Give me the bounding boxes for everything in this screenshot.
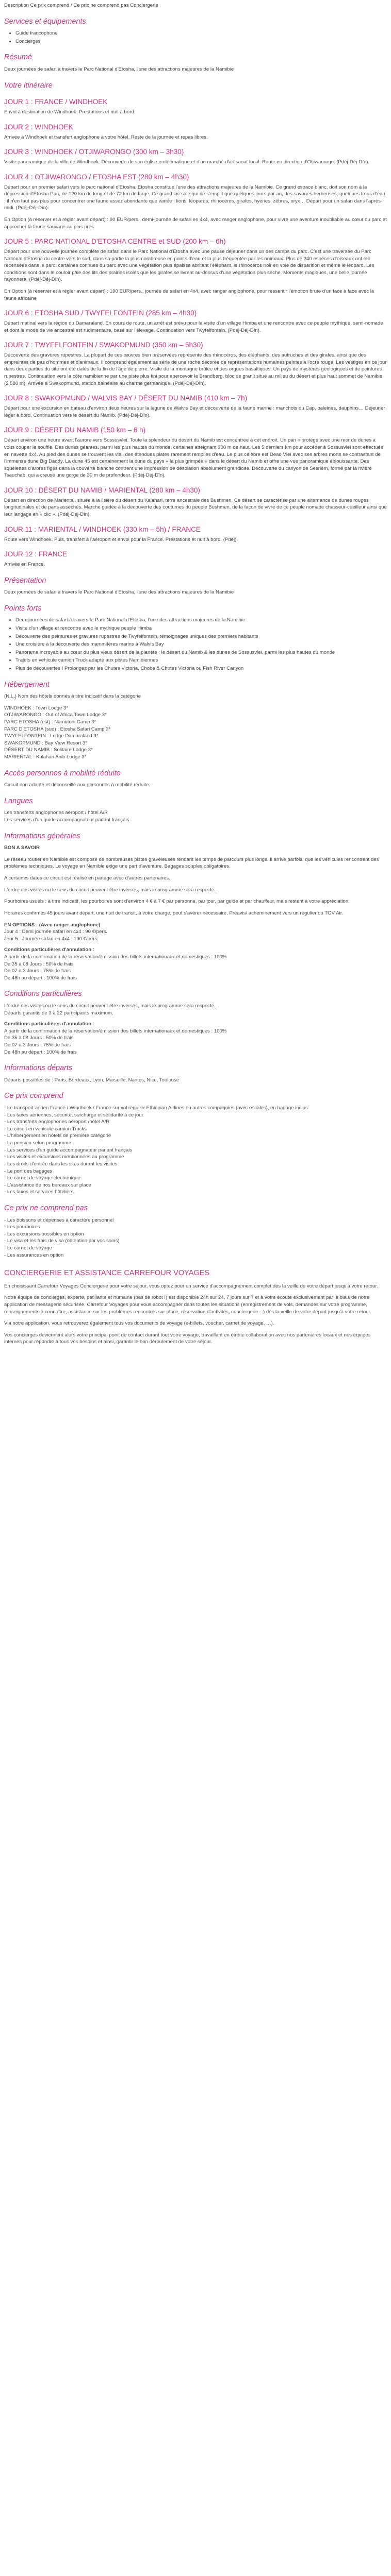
conditions-title: Conditions particulières — [4, 990, 82, 998]
hotel-line: OTJIWARONGO : Out of Africa Town Lodge 3* — [4, 712, 107, 718]
departs-text: Départs possibles de : Paris, Bordeaux, Lyon, Marseille, Nantes, Nice, Toulouse — [4, 1077, 180, 1083]
list-item: - Le port des bagages — [4, 1168, 53, 1174]
info-paragraph: L'ordre des visites ou le sens du circuit peuvent être inversés, mais le programme sera respecté. — [4, 887, 216, 893]
info-paragraph: Pourboires usuels : à titre indicatif, les pourboires sont d'environ 4 € à 7 € par personne, par jour, par guide et par chauffeur, mais restent à votre appréciation. — [4, 899, 350, 905]
list-item: - Les assurances en option — [4, 1252, 64, 1258]
list-item: - Les taxes et services hôteliers. — [4, 1189, 75, 1195]
day-option-text: En Option (à réserver et à régler avant départ) : 90 EUR/pers., demi-journée de safari en 4x4, avec ranger anglophone, pour vivre une aventure inoubliable au cœur du parc et approcher la faune sauvage au plus près. — [4, 216, 387, 230]
day-text: Départ environ une heure avant l'aurore vers Sossusvlei. Toute la splendeur du désert du Namib est concentrée à cet endroit. Un pan « protégé avec une mer de dunes à vous couper le souffle. Des dunes géantes, parmi les plus hautes du monde, certaines atteignant 300 m de haut. Les 5 derniers km pour accéder à Sossusvlei sont effectués en navette 4x4. Au pied des dunes se trouvent les vlei, des étendues plates rarement remplies d'eau. Le plus célèbre est Dead Vlei avec ses arbres morts se contrastant de l'immense dune Big Daddy. La dune 45 est certainement la dune du pays « la plus grimpée » dans le désert du Namib et offre une vue panoramique éblouissante. Des squelettes d'arbres figés dans la couverte blanche contrent une impression de désolation absolument grandiose. Découverte du canyon de Sesriem, formé par la rivière Tsauchab, qui a creusé une gorge de 30 m de profondeur. (Pdéj-Déj-Dîn). — [4, 437, 383, 479]
resume-text: Deux journées de safari à travers le Parc National d'Etosha, l'une des attractions majeures de la Namibie — [4, 66, 234, 72]
day-text: Départ pour une nouvelle journée complète de safari dans le Parc National d'Etosha avec une pause déjeuner dans un des camps du parc. C'est une traversée du Parc National d'Etosha du centre vers le sud, dans sa partie la plus nombreuse en points d'eau et la plus fréquentée par les animaux. Plus de 340 espèces d'oiseaux ont été recensées dans le parc, certaines connues du parc avec une végétation plus épaisse abritant l'éléphant, le rhinocéros noir en voie de disparition et même le léopard. Les conditions sont dans le couloir pâle des lits des prairies isolés que les girafes se livrent au-dessus d'une végétation plus sèche. Moments magiques, une belle journée rayonnera. (Pdéj-Déj-Dîn). — [4, 249, 374, 283]
infos-generales-section — [4, 831, 387, 982]
list-item: • Visite d'un village et rencontre avec le mythique peuple Himba — [15, 625, 387, 632]
hotel-line: SWAKOPMUND : Bay View Resort 3* — [4, 740, 88, 746]
conditions-paragraph: L'ordre des visites ou le sens du circuit peuvent être inversés, mais le programme sera respecté. — [4, 1003, 216, 1009]
list-item: • Guide francophone — [15, 30, 387, 37]
annulation-line: De 07 à 3 Jours : 75% de frais — [4, 1042, 71, 1048]
info-paragraph: Le réseau routier en Namibie est composé de nombreuses pistes graveleuses rendant les temps de parcours plus longs. Il arrive parfois, que les véhicules rencontrent des problèmes techniques. Le voyage en Namibie exige une part d'aventure. Bagages souples obligatoires. — [4, 856, 379, 870]
day-title: JOUR 3 : WINDHOEK / OTJIWARONGO (300 km – 3h30) — [4, 148, 184, 156]
itinerary-title: Votre itinéraire — [4, 81, 53, 90]
day-title: JOUR 7 : TWYFELFONTEIN / SWAKOPMUND (350 km – 5h30) — [4, 341, 203, 349]
day-title: JOUR 1 : FRANCE / WINDHOEK — [4, 98, 108, 106]
hebergement-title: Hébergement — [4, 680, 50, 689]
presentation-title: Présentation — [4, 576, 46, 585]
list-item: - Les transferts anglophones aéroport /hôtel A/R — [4, 1119, 110, 1125]
annulation-title: Conditions particulières d'annulation : — [4, 1021, 94, 1027]
points-forts-section — [4, 603, 387, 672]
hotel-line: PARC ETOSHA (est) : Namutoni Camp 3* — [4, 719, 96, 725]
list-item: - Les services d'un guide accompagnateur parlant français — [4, 1147, 133, 1153]
top-description: Description Ce prix comprend / Ce prix ne comprend pas Conciergerie — [4, 3, 158, 8]
annulation-line: De 35 à 08 Jours : 50% de frais — [4, 961, 74, 967]
hotel-line: WINDHOEK : Town Lodge 3* — [4, 705, 69, 711]
conciergerie-paragraph: En choisissant Carrefour Voyages Conciergerie pour votre séjour, vous optez pour un service d'accompagnement complet dès la veille de votre départ jusqu'à votre retour. — [4, 1283, 378, 1289]
points-forts-list — [4, 617, 387, 672]
day-text: Arrivée en France. — [4, 562, 45, 567]
services-list — [4, 30, 387, 45]
day-text: Envol à destination de Windhoek. Prestations et nuit à bord. — [4, 109, 136, 115]
presentation-section — [4, 575, 387, 596]
hebergement-section — [4, 680, 387, 761]
day-text: Découverte des gravures rupestres. La plupart de ces œuvres bien préservées représente des rhinocéros, des éléphants, des autruches et des girafes, ainsi que des empreintes de pas d'hommes et d'animaux. Il comprend également sa série de une roche décorée de représentations humaines peintes à l'ocre rouge. Les vestiges en ce jour dans deux parties du site ont été datés de la fin de l'âge de pierre. Visite de la montagne brûlée et des orgues basaltiques. Un pays de mystères géologiques et de peintures rupestres. Continuation vers la côte namibienne par une piste plus fini pour apercevoir le Brandberg, bloc de granit situé au milieu du désert et plus haut sommet de Namibie (2 580 m). Arrivée à Swakopmund, station balnéaire au charme germanique. (Pdéj-Déj-Dîn). — [4, 352, 387, 386]
day-title: JOUR 2 : WINDHOEK — [4, 123, 73, 131]
list-item: - Les pourboires — [4, 1224, 40, 1230]
option-line: Jour 4 : Demi journée safari en 4x4 : 90 €/pers. — [4, 929, 107, 935]
annulation-title: Conditions particulières d'annulation : — [4, 947, 94, 953]
annulation-block — [4, 946, 387, 981]
conciergerie-paragraph: Notre équipe de concierges, experte, pétillante et humaine (pas de robot !) est disponible 24h sur 24, 7 jours sur 7 et à votre écoute exclusivement par le biais de notre application de messagerie sécurisée. Carrefour Voyages pour vous accompagner dans toutes les situations (enregistrement de vols, demandes sur votre programme, renseignements à connaître, assistance sur les problèmes rencontrés sur place, réservation d'activités, conciergerie…) dès la veille de votre départ jusqu'à votre retour. — [4, 1295, 371, 1315]
day-text: Départ en direction de Mariental, située à la lisière du désert du Kalahari, terre ancestrale des Bushmen. Ce désert se caractérise par une alternance de dunes rouges longitudinales et de pans asséchés. Marche guidée à la découverte des coutumes du peuple Bushmen, de la façon de vivre de ce peuple nomade chasseur-cueilleur ainsi que leur langage en « clic ». (Pdéj-Déj-Dîn). — [4, 497, 387, 518]
list-item: - Les droits d'entrée dans les sites durant les visites — [4, 1161, 118, 1167]
accessibility-section — [4, 768, 387, 789]
option-line: Jour 5 : Journée safari en 4x4 : 190 €/pers. — [4, 936, 99, 942]
list-item: • Deux journées de safari à travers le Parc National d'Etosha, l'une des attractions majeures de la Namibie — [15, 617, 387, 624]
accessibility-text: Circuit non adapté et déconseillé aux personnes à mobilité réduite. — [4, 782, 151, 788]
hotel-line: MARIENTAL : Kalahari Anib Lodge 3* — [4, 754, 87, 760]
info-paragraph: A certaines dates ce circuit est réalisé en partage avec d'autres partenaires. — [4, 875, 170, 882]
comprend-title: Ce prix comprend — [4, 1092, 63, 1100]
ne-comprend-list — [4, 1217, 387, 1259]
list-item: - Les visites et excursions mentionnées au programme — [4, 1154, 124, 1160]
resume-section — [4, 52, 387, 73]
day-title: JOUR 9 : DÉSERT DU NAMIB (150 km – 6 h) — [4, 426, 146, 434]
ne-comprend-section — [4, 1203, 387, 1259]
info-paragraph: Horaires confirmés 45 jours avant départ, une nuit de transit, à votre charge, peut s'avérer nécessaire. Préavis/ acheminement vers un régulier ou TGV Air. — [4, 910, 344, 916]
langues-line: Les services d'un guide accompagnateur parlant français — [4, 817, 129, 823]
list-item: • Panorama incroyable au cœur du plus vieux désert de la planète : le désert du Namib & les dunes de Sossusvlei, parmi les plus hautes du monde — [15, 649, 387, 656]
list-item: - Le visa et les frais de visa (obtention par vos soins) — [4, 1238, 120, 1244]
hotel-line: TWYFELFONTEIN : Lodge Damaraland 3* — [4, 733, 99, 739]
langues-title: Langues — [4, 796, 33, 805]
day-title: JOUR 5 : PARC NATIONAL D'ETOSHA CENTRE et SUD (200 km – 6h) — [4, 238, 226, 246]
list-item: • Concierges — [15, 38, 387, 45]
day-text: Visite panoramique de la ville de Windhoek. Découverte de son église emblématique et d'un marché d'artisanat local. Route en direction d'Otjiwarongo. (Pdéj-Déj-Dîn). — [4, 159, 370, 165]
list-item: - Le circuit en véhicule camion Trucks — [4, 1126, 87, 1132]
day-title: JOUR 11 : MARIENTAL / WINDHOEK (330 km – 5h) / FRANCE — [4, 525, 201, 533]
conciergerie-paragraph: Via notre application, vous retrouverez également tous vos documents de voyage (e-billets, voucher, carnet de voyage, …). — [4, 1320, 274, 1327]
day-title: JOUR 6 : ETOSHA SUD / TWYFELFONTEIN (285 km – 4h30) — [4, 309, 197, 317]
services-title: Services et équipements — [4, 17, 86, 26]
day-title: JOUR 8 : SWAKOPMUND / WALVIS BAY / DÉSERT DU NAMIB (410 km – 7h) — [4, 394, 248, 402]
list-item: - Le carnet de voyage — [4, 1245, 52, 1251]
departs-section — [4, 1063, 387, 1083]
itinerary-section — [4, 80, 387, 568]
infos-generales-title: Informations générales — [4, 832, 80, 840]
day-option-text: En Option (à réserver et à régler avant départ) : 190 EUR/pers., journée de safari en 4x4, avec ranger anglophone, pour ressentir l'émotion brute d'un face à face avec la faune africaine — [4, 289, 374, 301]
points-forts-title: Points forts — [4, 604, 42, 613]
accessibility-title: Accès personnes à mobilité réduite — [4, 769, 121, 777]
comprend-list — [4, 1105, 387, 1196]
day-text: Départ pour une excursion en bateau d'environ deux heures sur la lagune de Walvis Bay et découverte de la faune marine : manchots du Cap, baleines, dauphins… Déjeuner léger à bord. Continuation vers le désert du Namib. (Pdéj-Déj-Dîn). — [4, 405, 385, 418]
day-text: Arrivée à Windhoek et transfert anglophone à votre hôtel. Reste de la journée et repas libres. — [4, 134, 208, 140]
list-item: • Trajets en véhicule camion Truck adapté aux pistes Namibiennes — [15, 657, 387, 664]
list-item: - Le transport aérien France / Windhoek / France sur vol régulier Ethiopian Airlines ou autres compagnies (avec escales), en bagage inclus — [4, 1105, 308, 1111]
day-text: Route vers Windhoek. Puis, transfert à l'aéroport et envol pour la France. Prestations et nuit à bord. (Pdéj). — [4, 536, 238, 543]
resume-title: Résumé — [4, 53, 32, 62]
comprend-section — [4, 1091, 387, 1196]
hebergement-intro: (N.L.) Nom des hôtels donnés à titre indicatif dans la catégorie — [4, 693, 141, 700]
annulation-intro: A partir de la confirmation de la réservation/émission des billets internationaux et domestiques : 100% — [4, 1028, 227, 1034]
langues-line: Les transferts anglophones aéroport / hôtel A/R — [4, 810, 108, 816]
annulation-line: De 48h au départ : 100% de frais — [4, 975, 77, 981]
hotel-line: PARC D'ETOSHA (sud) : Etosha Safari Camp 3* — [4, 726, 111, 732]
annulation-line: De 07 à 3 Jours : 75% de frais — [4, 968, 71, 974]
day-title: JOUR 4 : OTJIWARONGO / ETOSHA EST (280 km – 4h30) — [4, 173, 189, 181]
conciergerie-title: CONCIERGERIE ET ASSISTANCE CARREFOUR VOYAGES — [4, 1269, 210, 1278]
options-block — [4, 922, 387, 943]
conditions-section — [4, 989, 387, 1056]
list-item: • Plus de découvertes ! Prolongez par les Chutes Victoria, Chobe & Chutes Victoria ou Fish River Canyon — [15, 665, 387, 672]
hotel-line: DÉSERT DU NAMIB : Solitaire Lodge 3* — [4, 747, 93, 753]
conditions-annulation-block — [4, 1021, 387, 1056]
departs-title: Informations départs — [4, 1064, 73, 1073]
day-title: JOUR 12 : FRANCE — [4, 550, 68, 558]
hotel-list — [4, 705, 387, 761]
list-item: • Une croisière à la découverte des mammifères marins à Walvis Bay — [15, 641, 387, 648]
list-item: • Découverte des peintures et gravures rupestres de Twyfelfontein, témoignages uniques des premiers habitants — [15, 633, 387, 640]
list-item: - Les taxes aériennes, sécurité, surcharge et solidarité à ce jour — [4, 1112, 143, 1118]
conditions-lines — [4, 1003, 387, 1016]
list-item: - Le carnet de voyage électronique — [4, 1175, 80, 1181]
langues-section — [4, 796, 387, 824]
list-item: - Les excursions possibles en option — [4, 1231, 84, 1237]
conciergerie-paragraph: Vos concierges deviennent alors votre principal point de contact durant tout votre voyage, travaillant en étroite collaboration avec nos partenaires locaux et nos équipes internes pour répondre à tous vos besoins et ainsi, garantir le bon déroulement de votre séjour. — [4, 1332, 371, 1345]
day-title: JOUR 10 : DÉSERT DU NAMIB / MARIENTAL (280 km – 4h30) — [4, 486, 200, 494]
day-text: Départ matinal vers la région du Damaraland. En cours de route, un arrêt est prévu pour la visite d'un village Himba et une rencontre avec ce peuple mythique, semi-nomade et dont le mode de vie ancestral est rudimentaire, basé sur l'élevage. Continuation vers Twyfelfontein. (Pdéj-Déj-Dîn). — [4, 320, 383, 333]
services-section — [4, 16, 387, 45]
conditions-paragraph: Départs garantis de 3 à 22 participants maximum. — [4, 1010, 113, 1016]
list-item: - L'assistance de nos bureaux sur place — [4, 1182, 91, 1188]
annulation-intro: A partir de la confirmation de la réservation/émission des billets internationaux et domestiques : 100% — [4, 954, 227, 960]
list-item: - La pension selon programme — [4, 1140, 72, 1146]
annulation-line: De 48h au départ : 100% de frais — [4, 1049, 77, 1055]
conciergerie-section — [4, 1268, 387, 1346]
options-title: EN OPTIONS : (Avec ranger anglophone) — [4, 922, 101, 928]
bon-a-savoir-label: BON A SAVOIR — [4, 845, 40, 851]
list-item: - L'hébergement en hôtels de première catégorie — [4, 1133, 111, 1139]
annulation-line: De 35 à 08 Jours : 50% de frais — [4, 1035, 74, 1041]
list-item: - Les boissons et dépenses à caractère personnel — [4, 1217, 114, 1223]
langues-lines — [4, 809, 387, 823]
presentation-text: Deux journées de safari à travers le Parc National d'Etosha, l'une des attractions majeures de la Namibie — [4, 589, 234, 596]
day-text: Départ pour un premier safari vers le parc national d'Etosha. Etosha constitue l'une des attractions majeures de la Namibie. Ce grand espace blanc, doit son nom à la dépression d'Etosha Pan, de 120 km de long et de 72 km de large. Ce grand lac salé qui ne s'emplit que quelques jours par an, des savanes herbeuses, quelques trous d'eau : il n'en faut pas plus pour concentrer une faune assez abondante que variée : lions, léopards, rhinocéros, girafes, hyènes, zèbres, oryx… Départ pour un safari dans l'après-midi. (Pdéj-Déj-Dîn). — [4, 184, 385, 211]
ne-comprend-title: Ce prix ne comprend pas — [4, 1204, 88, 1212]
